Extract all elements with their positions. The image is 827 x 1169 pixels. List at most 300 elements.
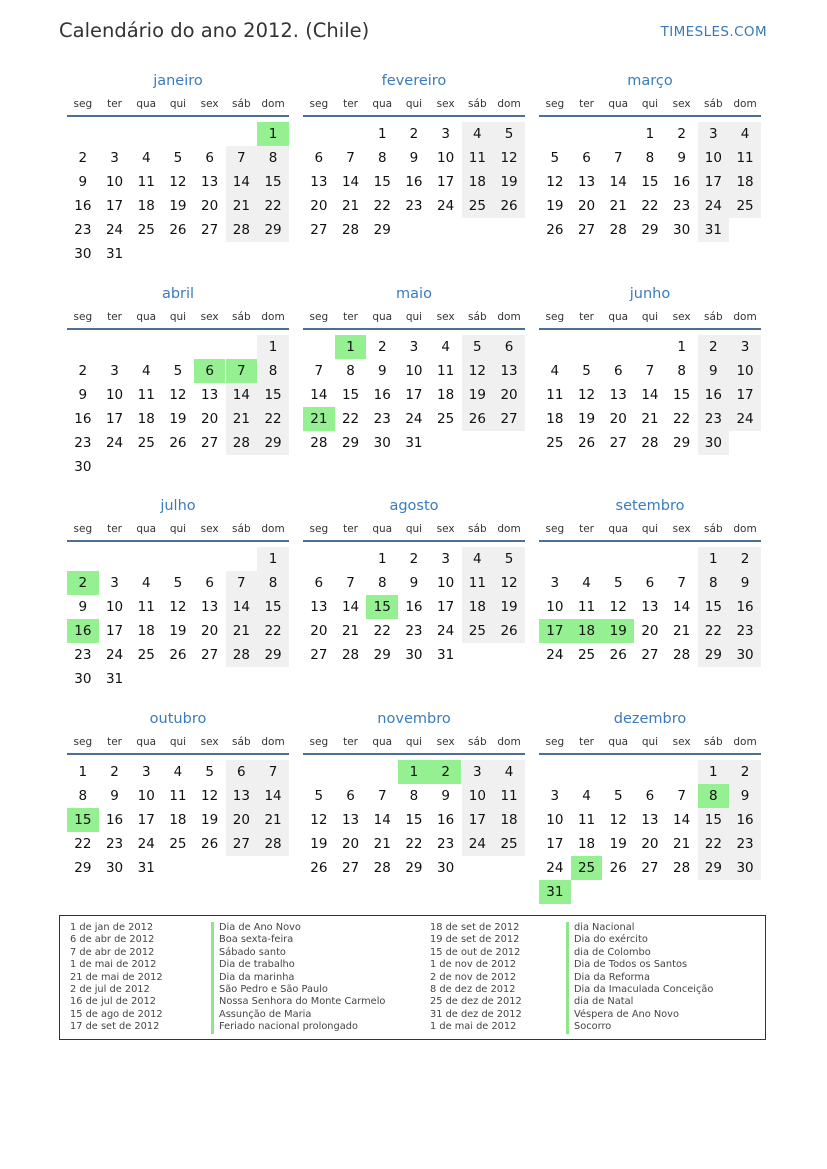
weekday-header: sáb bbox=[704, 98, 723, 110]
day-cell: 4 bbox=[173, 764, 183, 780]
legend-holiday-name: Boa sexta-feira bbox=[211, 934, 385, 946]
legend-holiday-name: São Pedro e São Paulo bbox=[211, 984, 385, 996]
legend-holiday-name: Feriado nacional prolongado bbox=[211, 1021, 385, 1033]
day-cell: 10 bbox=[105, 174, 124, 190]
day-cell: 24 bbox=[137, 836, 155, 852]
month-name: junho bbox=[629, 286, 671, 302]
weekday-header: sex bbox=[436, 736, 455, 748]
day-cell: 5 bbox=[493, 547, 525, 571]
day-cell: 25 bbox=[462, 619, 494, 643]
day-cell: 19 bbox=[169, 411, 187, 427]
day-cell: 16 bbox=[729, 808, 761, 832]
header-divider bbox=[539, 540, 761, 542]
day-cell: 28 bbox=[226, 218, 258, 242]
day-cell: 3 bbox=[462, 760, 494, 784]
day-cell: 7 bbox=[346, 575, 355, 591]
day-cell: 26 bbox=[609, 647, 627, 663]
day-cell: 25 bbox=[137, 435, 155, 451]
day-cell: 24 bbox=[405, 411, 423, 427]
day-cell: 1 bbox=[677, 339, 686, 355]
legend-date: 1 de mai de 2012 bbox=[430, 1021, 517, 1033]
day-cell: 17 bbox=[137, 812, 155, 828]
day-cell: 6 bbox=[205, 575, 214, 591]
day-cell: 9 bbox=[78, 599, 88, 615]
weekday-header: qui bbox=[169, 736, 187, 748]
day-cell: 15 bbox=[257, 595, 289, 619]
day-cell: 9 bbox=[110, 788, 119, 804]
day-cell: 26 bbox=[493, 619, 525, 643]
legend-holiday-name: dia Nacional bbox=[566, 922, 713, 934]
legend-holiday-name: Dia de trabalho bbox=[211, 959, 385, 971]
day-cell: 24 bbox=[105, 222, 124, 238]
day-cell: 20 bbox=[226, 808, 258, 832]
day-cell: 4 bbox=[729, 122, 761, 146]
header-divider bbox=[303, 540, 525, 542]
day-cell: 22 bbox=[373, 623, 391, 639]
day-cell: 14 bbox=[341, 174, 360, 190]
day-cell: 3 bbox=[409, 339, 419, 355]
day-cell: 30 bbox=[105, 860, 124, 876]
day-cell: 20 bbox=[310, 198, 328, 214]
weekday-header: ter bbox=[107, 311, 122, 323]
day-cell: 19 bbox=[169, 623, 187, 639]
day-cell: 10 bbox=[462, 784, 494, 808]
day-cell: 18 bbox=[462, 595, 494, 619]
day-cell: 4 bbox=[582, 788, 591, 804]
day-cell: 22 bbox=[257, 619, 289, 643]
day-cell: 23 bbox=[105, 836, 124, 852]
day-cell: 11 bbox=[577, 812, 596, 828]
weekday-header: sex bbox=[672, 736, 691, 748]
legend-holiday-name: Dia do exército bbox=[566, 934, 713, 946]
day-cell: 13 bbox=[493, 359, 525, 383]
legend-holiday-name: dia de Natal bbox=[566, 996, 713, 1008]
day-cell: 22 bbox=[341, 411, 360, 427]
day-cell: 9 bbox=[441, 788, 450, 804]
day-cell: 2 bbox=[110, 764, 119, 780]
legend-holiday-name: Dia da marinha bbox=[211, 972, 385, 984]
day-cell: 27 bbox=[341, 860, 360, 876]
day-cell: 1 bbox=[78, 764, 88, 780]
day-cell: 8 bbox=[409, 788, 419, 804]
holiday-day-cell: 1 bbox=[335, 335, 367, 359]
day-cell: 27 bbox=[641, 860, 659, 876]
day-cell: 21 bbox=[226, 407, 258, 431]
weekday-header: dom bbox=[733, 736, 757, 748]
day-cell: 13 bbox=[310, 174, 328, 190]
day-cell: 30 bbox=[729, 856, 761, 880]
day-cell: 18 bbox=[546, 411, 564, 427]
month-name: agosto bbox=[389, 498, 439, 514]
day-cell: 10 bbox=[729, 359, 761, 383]
header-divider bbox=[539, 115, 761, 117]
day-cell: 31 bbox=[105, 671, 124, 687]
day-cell: 24 bbox=[437, 198, 455, 214]
day-cell: 21 bbox=[373, 836, 391, 852]
holiday-day-cell: 2 bbox=[430, 760, 462, 784]
legend-holiday-name: Assunção de Maria bbox=[211, 1009, 385, 1021]
day-cell: 27 bbox=[201, 222, 219, 238]
legend-date: 19 de set de 2012 bbox=[430, 934, 520, 946]
day-cell: 15 bbox=[373, 174, 391, 190]
day-cell: 23 bbox=[673, 198, 691, 214]
day-cell: 25 bbox=[137, 647, 155, 663]
month-name: dezembro bbox=[613, 711, 687, 727]
day-cell: 2 bbox=[677, 126, 686, 142]
day-cell: 26 bbox=[169, 435, 187, 451]
weekday-header: seg bbox=[73, 523, 93, 535]
weekday-header: seg bbox=[545, 98, 565, 110]
day-cell: 27 bbox=[310, 647, 328, 663]
day-cell: 15 bbox=[405, 812, 423, 828]
day-cell: 30 bbox=[673, 222, 691, 238]
day-cell: 30 bbox=[74, 459, 92, 475]
day-cell: 22 bbox=[373, 198, 391, 214]
day-cell: 21 bbox=[226, 619, 258, 643]
day-cell: 7 bbox=[257, 760, 289, 784]
month-name: novembro bbox=[377, 711, 451, 727]
day-cell: 13 bbox=[201, 387, 219, 403]
day-cell: 3 bbox=[110, 363, 119, 379]
legend-date: 6 de abr de 2012 bbox=[70, 934, 155, 946]
day-cell: 29 bbox=[373, 647, 391, 663]
day-cell: 5 bbox=[173, 363, 183, 379]
day-cell: 24 bbox=[546, 647, 564, 663]
holiday-day-cell: 16 bbox=[67, 619, 99, 643]
weekday-header: ter bbox=[107, 736, 122, 748]
header-divider bbox=[67, 115, 289, 117]
day-cell: 19 bbox=[169, 198, 187, 214]
header-divider bbox=[67, 540, 289, 542]
day-cell: 22 bbox=[698, 832, 730, 856]
weekday-header: qua bbox=[608, 736, 629, 748]
weekday-header: dom bbox=[261, 98, 285, 110]
day-cell: 20 bbox=[201, 198, 219, 214]
weekday-header: sáb bbox=[232, 98, 251, 110]
header-divider bbox=[303, 115, 525, 117]
legend-holiday-name: Sábado santo bbox=[211, 947, 385, 959]
day-cell: 29 bbox=[257, 218, 289, 242]
day-cell: 20 bbox=[641, 836, 659, 852]
day-cell: 28 bbox=[373, 860, 391, 876]
brand-logo[interactable]: TIMESLES.COM bbox=[660, 24, 767, 40]
day-cell: 29 bbox=[373, 222, 391, 238]
holiday-day-cell: 25 bbox=[571, 856, 603, 880]
day-cell: 6 bbox=[613, 363, 623, 379]
day-cell: 20 bbox=[310, 623, 328, 639]
day-cell: 14 bbox=[673, 812, 691, 828]
day-cell: 29 bbox=[257, 643, 289, 667]
day-cell: 26 bbox=[609, 860, 627, 876]
day-cell: 29 bbox=[341, 435, 360, 451]
day-cell: 26 bbox=[546, 222, 564, 238]
day-cell: 3 bbox=[698, 122, 730, 146]
day-cell: 12 bbox=[462, 359, 494, 383]
day-cell: 24 bbox=[698, 194, 730, 218]
legend-holiday-name: Véspera de Ano Novo bbox=[566, 1009, 713, 1021]
day-cell: 5 bbox=[582, 363, 591, 379]
day-cell: 15 bbox=[257, 383, 289, 407]
day-cell: 19 bbox=[546, 198, 564, 214]
header-divider bbox=[539, 753, 761, 755]
day-cell: 10 bbox=[405, 363, 423, 379]
day-cell: 17 bbox=[462, 808, 494, 832]
day-cell: 28 bbox=[341, 222, 360, 238]
day-cell: 23 bbox=[698, 407, 730, 431]
weekday-header: qua bbox=[136, 98, 157, 110]
day-cell: 30 bbox=[405, 647, 423, 663]
day-cell: 19 bbox=[493, 595, 525, 619]
weekday-header: dom bbox=[497, 736, 521, 748]
day-cell: 6 bbox=[645, 788, 655, 804]
holiday-day-cell: 15 bbox=[67, 808, 99, 832]
day-cell: 15 bbox=[257, 170, 289, 194]
day-cell: 30 bbox=[74, 671, 92, 687]
weekday-header: sáb bbox=[232, 523, 251, 535]
day-cell: 11 bbox=[462, 146, 494, 170]
day-cell: 31 bbox=[698, 218, 730, 242]
legend-date: 15 de out de 2012 bbox=[430, 946, 521, 958]
day-cell: 14 bbox=[673, 599, 691, 615]
weekday-header: sáb bbox=[232, 736, 251, 748]
legend-date: 7 de abr de 2012 bbox=[70, 946, 155, 958]
day-cell: 26 bbox=[462, 407, 494, 431]
day-cell: 24 bbox=[462, 832, 494, 856]
day-cell: 10 bbox=[546, 812, 564, 828]
day-cell: 5 bbox=[173, 150, 183, 166]
weekday-header: dom bbox=[497, 311, 521, 323]
day-cell: 1 bbox=[257, 335, 289, 359]
day-cell: 18 bbox=[577, 836, 596, 852]
day-cell: 11 bbox=[577, 599, 596, 615]
day-cell: 23 bbox=[74, 435, 92, 451]
day-cell: 20 bbox=[201, 411, 219, 427]
day-cell: 9 bbox=[78, 387, 88, 403]
day-cell: 7 bbox=[226, 571, 258, 595]
day-cell: 7 bbox=[677, 575, 686, 591]
day-cell: 19 bbox=[462, 383, 494, 407]
day-cell: 12 bbox=[609, 812, 627, 828]
day-cell: 23 bbox=[373, 411, 391, 427]
day-cell: 3 bbox=[141, 764, 151, 780]
day-cell: 20 bbox=[201, 623, 219, 639]
day-cell: 3 bbox=[441, 551, 450, 567]
day-cell: 2 bbox=[409, 126, 419, 142]
day-cell: 7 bbox=[346, 150, 355, 166]
weekday-header: qua bbox=[372, 523, 393, 535]
day-cell: 30 bbox=[373, 435, 391, 451]
day-cell: 27 bbox=[641, 647, 659, 663]
day-cell: 12 bbox=[169, 387, 187, 403]
day-cell: 7 bbox=[226, 146, 258, 170]
day-cell: 25 bbox=[462, 194, 494, 218]
legend-date: 1 de mai de 2012 bbox=[70, 959, 157, 971]
day-cell: 16 bbox=[673, 174, 691, 190]
weekday-header: qui bbox=[641, 523, 659, 535]
weekday-header: sex bbox=[672, 523, 691, 535]
weekday-header: seg bbox=[309, 736, 329, 748]
day-cell: 18 bbox=[137, 623, 155, 639]
day-cell: 10 bbox=[546, 599, 564, 615]
legend-date: 1 de jan de 2012 bbox=[70, 922, 154, 933]
day-cell: 2 bbox=[729, 760, 761, 784]
weekday-header: seg bbox=[73, 98, 93, 110]
day-cell: 23 bbox=[405, 198, 423, 214]
weekday-header: ter bbox=[343, 311, 358, 323]
day-cell: 1 bbox=[377, 551, 387, 567]
day-cell: 9 bbox=[409, 150, 419, 166]
day-cell: 1 bbox=[377, 126, 387, 142]
weekday-header: sáb bbox=[468, 523, 487, 535]
weekday-header: ter bbox=[107, 523, 122, 535]
day-cell: 9 bbox=[729, 571, 761, 595]
day-cell: 7 bbox=[314, 363, 324, 379]
day-cell: 13 bbox=[641, 812, 659, 828]
day-cell: 5 bbox=[173, 575, 183, 591]
day-cell: 4 bbox=[141, 363, 151, 379]
day-cell: 5 bbox=[493, 122, 525, 146]
weekday-header: ter bbox=[579, 523, 594, 535]
day-cell: 13 bbox=[201, 599, 219, 615]
day-cell: 13 bbox=[341, 812, 360, 828]
day-cell: 16 bbox=[105, 812, 124, 828]
day-cell: 20 bbox=[341, 836, 360, 852]
legend-holiday-name: dia de Colombo bbox=[566, 947, 713, 959]
month-name: maio bbox=[396, 286, 432, 302]
weekday-header: sex bbox=[672, 98, 691, 110]
day-cell: 17 bbox=[437, 174, 455, 190]
day-cell: 8 bbox=[346, 363, 355, 379]
weekday-header: qui bbox=[641, 736, 659, 748]
legend-names-col-1 bbox=[211, 922, 385, 1034]
day-cell: 25 bbox=[729, 194, 761, 218]
day-cell: 29 bbox=[698, 643, 730, 667]
day-cell: 14 bbox=[341, 599, 360, 615]
month-name: março bbox=[627, 73, 673, 89]
day-cell: 2 bbox=[729, 547, 761, 571]
day-cell: 28 bbox=[226, 431, 258, 455]
day-cell: 29 bbox=[641, 222, 659, 238]
day-cell: 3 bbox=[550, 575, 560, 591]
day-cell: 14 bbox=[226, 383, 258, 407]
day-cell: 31 bbox=[437, 647, 455, 663]
day-cell: 21 bbox=[673, 623, 691, 639]
weekday-header: sex bbox=[436, 311, 455, 323]
day-cell: 14 bbox=[310, 387, 328, 403]
day-cell: 8 bbox=[257, 146, 289, 170]
day-cell: 26 bbox=[577, 435, 596, 451]
weekday-header: ter bbox=[343, 98, 358, 110]
day-cell: 25 bbox=[169, 836, 187, 852]
day-cell: 6 bbox=[346, 788, 355, 804]
day-cell: 12 bbox=[310, 812, 328, 828]
day-cell: 15 bbox=[698, 595, 730, 619]
month-name: julho bbox=[160, 498, 196, 514]
day-cell: 5 bbox=[462, 335, 494, 359]
day-cell: 22 bbox=[673, 411, 691, 427]
day-cell: 16 bbox=[437, 812, 455, 828]
day-cell: 7 bbox=[613, 150, 623, 166]
day-cell: 3 bbox=[550, 788, 560, 804]
legend-date: 31 de dez de 2012 bbox=[430, 1008, 522, 1020]
day-cell: 16 bbox=[405, 599, 423, 615]
weekday-header: dom bbox=[497, 523, 521, 535]
day-cell: 14 bbox=[609, 174, 627, 190]
weekday-header: qua bbox=[608, 523, 629, 535]
weekday-header: dom bbox=[261, 523, 285, 535]
day-cell: 28 bbox=[673, 647, 691, 663]
day-cell: 21 bbox=[641, 411, 659, 427]
day-cell: 20 bbox=[577, 198, 596, 214]
day-cell: 28 bbox=[609, 222, 627, 238]
day-cell: 29 bbox=[74, 860, 92, 876]
weekday-header: ter bbox=[579, 311, 594, 323]
day-cell: 30 bbox=[698, 431, 730, 455]
weekday-header: qua bbox=[136, 311, 157, 323]
day-cell: 21 bbox=[609, 198, 627, 214]
day-cell: 12 bbox=[577, 387, 596, 403]
day-cell: 11 bbox=[546, 387, 564, 403]
day-cell: 26 bbox=[169, 222, 187, 238]
weekday-header: seg bbox=[309, 523, 329, 535]
day-cell: 5 bbox=[613, 788, 623, 804]
day-cell: 16 bbox=[74, 198, 92, 214]
weekday-header: sex bbox=[200, 98, 219, 110]
day-cell: 12 bbox=[546, 174, 564, 190]
day-cell: 2 bbox=[409, 551, 419, 567]
day-cell: 25 bbox=[137, 222, 155, 238]
weekday-header: dom bbox=[733, 311, 757, 323]
day-cell: 18 bbox=[437, 387, 455, 403]
day-cell: 14 bbox=[226, 170, 258, 194]
day-cell: 4 bbox=[462, 122, 494, 146]
day-cell: 27 bbox=[577, 222, 596, 238]
weekday-header: sáb bbox=[704, 736, 723, 748]
day-cell: 14 bbox=[641, 387, 659, 403]
day-cell: 24 bbox=[105, 647, 124, 663]
day-cell: 8 bbox=[645, 150, 655, 166]
day-cell: 4 bbox=[462, 547, 494, 571]
day-cell: 28 bbox=[341, 647, 360, 663]
day-cell: 13 bbox=[226, 784, 258, 808]
day-cell: 22 bbox=[641, 198, 659, 214]
day-cell: 23 bbox=[729, 832, 761, 856]
day-cell: 23 bbox=[437, 836, 455, 852]
day-cell: 21 bbox=[341, 623, 360, 639]
holiday-day-cell: 18 bbox=[571, 619, 603, 643]
day-cell: 17 bbox=[546, 836, 564, 852]
day-cell: 23 bbox=[405, 623, 423, 639]
day-cell: 6 bbox=[493, 335, 525, 359]
weekday-header: seg bbox=[545, 736, 565, 748]
day-cell: 12 bbox=[201, 788, 219, 804]
day-cell: 13 bbox=[609, 387, 627, 403]
day-cell: 19 bbox=[493, 170, 525, 194]
day-cell: 6 bbox=[314, 150, 324, 166]
day-cell: 11 bbox=[729, 146, 761, 170]
day-cell: 27 bbox=[201, 435, 219, 451]
page-title: Calendário do ano 2012. (Chile) bbox=[59, 19, 370, 42]
day-cell: 1 bbox=[698, 547, 730, 571]
weekday-header: qui bbox=[169, 98, 187, 110]
weekday-header: qui bbox=[641, 98, 659, 110]
legend-date: 1 de nov de 2012 bbox=[430, 959, 517, 971]
day-cell: 3 bbox=[729, 335, 761, 359]
day-cell: 9 bbox=[729, 784, 761, 808]
weekday-header: qui bbox=[405, 736, 423, 748]
weekday-header: sáb bbox=[232, 311, 251, 323]
day-cell: 8 bbox=[257, 359, 289, 383]
